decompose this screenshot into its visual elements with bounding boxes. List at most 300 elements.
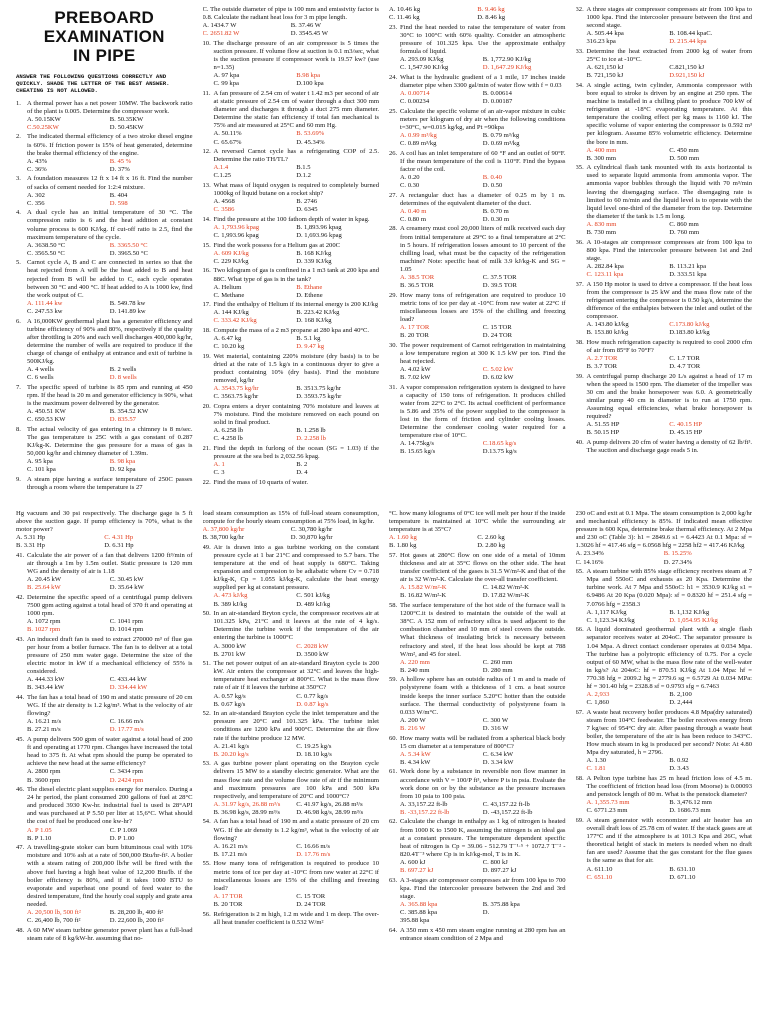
correct-answer-option[interactable]: B. 0.40: [482, 173, 502, 181]
answer-option[interactable]: D. 671.10: [669, 873, 696, 881]
correct-answer-option[interactable]: D. 215.44 kpa: [669, 38, 707, 46]
answer-option[interactable]: A. 600 kJ: [400, 858, 426, 866]
answer-option[interactable]: B. 108.44 kpaC.: [669, 30, 713, 38]
answer-option[interactable]: B. 389 kJ/kg: [213, 600, 248, 608]
answer-option[interactable]: C.821,150 kJ: [669, 64, 705, 72]
answer-option[interactable]: A. 200 W: [400, 716, 426, 724]
answer-option[interactable]: D. 316 W: [482, 724, 509, 732]
correct-answer-option[interactable]: A. 38.5 TOR: [400, 274, 435, 281]
correct-answer-option[interactable]: C. 123.11 kpa: [586, 271, 624, 278]
correct-answer-option[interactable]: B. Ethane: [296, 283, 323, 291]
answer-option[interactable]: A. 143.80 kJ/kg: [586, 321, 629, 329]
correct-answer-option[interactable]: A. 31.97 kg/s, 26.88 m³/s: [213, 800, 281, 808]
question-body: [400, 24, 566, 73]
correct-answer-option[interactable]: D. 8 wells: [109, 374, 137, 382]
answer-option[interactable]: C. 4.258 lb: [213, 435, 243, 443]
answer-option[interactable]: D. 1014 rpm: [109, 626, 144, 634]
answer-option[interactable]: B. 2: [296, 461, 308, 469]
answer-option[interactable]: D. 339 KJ/kg: [296, 257, 332, 265]
answer-option[interactable]: C. 3563.75 kg/hr: [213, 393, 259, 401]
answer-option[interactable]: B. 375.88 kpa: [482, 900, 520, 908]
answer-option[interactable]: D. 3965.50 °C: [109, 249, 148, 257]
correct-answer-option[interactable]: B. -33,157.22 ft-lb: [400, 808, 450, 816]
correct-answer-option[interactable]: A. 3543.75 kg/hr: [213, 385, 259, 393]
answer-option[interactable]: C. 229 KJ/kg: [213, 257, 249, 265]
answer-option[interactable]: A. 6.47 kg: [213, 335, 242, 343]
correct-answer-option[interactable]: C. 2651.82 W: [202, 30, 240, 38]
answer-option[interactable]: C. 650.53 KW: [27, 416, 66, 424]
question-text: How many tons of refrigeration is required to produce 10 metric tons of ice per day at -10°C from raw water at 22°C if miscellaneous losses are 15% of the chilling and freezing load?: [213, 860, 379, 892]
answer-option[interactable]: B. 50.15 HP: [586, 429, 620, 437]
correct-answer-option[interactable]: D. 598: [109, 199, 128, 207]
answer-option[interactable]: B. 4.34 kW: [400, 758, 431, 766]
answer-option[interactable]: D. 37%: [109, 165, 130, 173]
answer-option[interactable]: B. 721,150 kJ: [586, 72, 624, 80]
answer-option[interactable]: D. 760 mm: [669, 229, 700, 237]
answer-option[interactable]: B. 153.80 kJ/kg: [586, 329, 629, 337]
answer-option[interactable]: B. 168 KJ/kg: [296, 249, 332, 257]
answer-option[interactable]: B. 0.79 m³/kg: [482, 131, 520, 139]
answer-option[interactable]: D. 45.34%: [296, 138, 325, 146]
answer-option[interactable]: D. 3.34 kW: [482, 758, 514, 766]
answer-option[interactable]: D. 6345: [296, 206, 318, 214]
answer-option[interactable]: D.183.80 kJ/kg: [669, 329, 710, 337]
answer-option[interactable]: A. 302: [27, 191, 45, 199]
correct-answer-option[interactable]: A. 2.7 TOR: [586, 354, 618, 362]
answer-option[interactable]: B. 28,200 lb, 400 ft²: [109, 909, 164, 916]
answer-option[interactable]: B. 343.44 kW: [27, 684, 64, 692]
answer-option[interactable]: B. 27.21 m/s: [27, 726, 61, 734]
answer-option[interactable]: D.13.75 kg/s: [482, 448, 517, 456]
answer-option[interactable]: D. P 1.00: [109, 834, 135, 842]
answer-option[interactable]: B. 3600 rpm: [27, 776, 61, 784]
correct-answer-option[interactable]: D. 334.44 kW: [109, 684, 148, 692]
correct-answer-option[interactable]: A. 17 TOR: [213, 892, 243, 900]
answer-option[interactable]: A. Helium: [213, 283, 242, 291]
answer-option[interactable]: A. 95 kpa: [27, 458, 53, 466]
correct-answer-option[interactable]: A. 17 TOR: [400, 324, 430, 332]
answer-options: [389, 534, 566, 550]
answer-option[interactable]: A. 1,117 KJ/kg: [586, 608, 627, 616]
correct-answer-option[interactable]: B. 53.69%: [296, 130, 325, 138]
answer-option[interactable]: C. 501 kJ/kg: [296, 592, 330, 600]
answer-option[interactable]: C. 36%: [27, 165, 47, 173]
answer-option[interactable]: C. 3434 rpm: [109, 768, 143, 776]
answer-options: [587, 757, 753, 773]
correct-answer-option[interactable]: A. 1: [213, 461, 225, 469]
answer-option[interactable]: C. 260 mm: [482, 658, 513, 666]
correct-answer-option[interactable]: D. 1,647.29 KJ/kg: [482, 64, 532, 72]
answer-option[interactable]: A. 6.258 lb: [213, 427, 244, 435]
answer-option[interactable]: C. 0.30: [400, 181, 420, 189]
answer-option[interactable]: B. 15.65 kg/s: [400, 448, 436, 456]
answer-option[interactable]: D. 24 TOR: [296, 900, 326, 908]
correct-answer-option[interactable]: D. 17.76 m/s: [296, 850, 331, 858]
answer-option[interactable]: C. 10.20 kg: [213, 343, 245, 351]
correct-answer-option[interactable]: A. 0.00714: [400, 89, 430, 97]
answer-option[interactable]: D. 500 mm: [669, 154, 700, 162]
answer-option[interactable]: A. 293.09 KJ/kg: [400, 56, 444, 64]
answer-option[interactable]: C. 14.82 W/m²-K: [482, 584, 529, 592]
answer-option[interactable]: A. 21.41 kg/s: [213, 742, 250, 750]
answer-option[interactable]: C. 15 TOR: [296, 892, 326, 900]
answer-option[interactable]: C. 99 kpa: [213, 80, 239, 88]
answer-option[interactable]: C. 860 mm: [669, 220, 699, 228]
answer-option[interactable]: C. 247.53 kw: [27, 307, 63, 315]
correct-answer-option[interactable]: B. 98 kpa: [109, 458, 136, 466]
answer-option[interactable]: B. 3.31 Hp: [16, 542, 45, 550]
question: [203, 40, 380, 89]
answer-options: [400, 584, 566, 600]
answer-option[interactable]: C. 1.7 TOR: [669, 354, 700, 362]
answer-option[interactable]: D. 897.27 kJ: [482, 867, 517, 875]
answer-option[interactable]: A. 23.34%: [575, 550, 604, 558]
answer-option[interactable]: B. P 1.10: [27, 834, 52, 842]
correct-answer-option[interactable]: D. 835.57: [109, 416, 136, 424]
answer-option[interactable]: C. 14.16%: [575, 558, 604, 566]
answer-option[interactable]: C. 450 mm: [669, 146, 699, 154]
answer-option[interactable]: D. 30,870 kg/hr: [290, 534, 333, 542]
answer-option[interactable]: A. 1434.7 W: [202, 22, 237, 30]
answer-option[interactable]: D. 18.10 kg/s: [296, 750, 332, 758]
answer-option[interactable]: C. 11.46 kg: [389, 14, 420, 22]
answer-option[interactable]: C. 26,400 lb, 700 ft²: [27, 917, 81, 925]
answer-option[interactable]: D.1.2: [296, 172, 311, 180]
answer-option[interactable]: B. 1,772.90 KJ/kg: [482, 56, 531, 64]
answer-option[interactable]: D. 1686.73 mm: [669, 807, 711, 815]
answer-option[interactable]: D. 39.5 TOR: [482, 282, 517, 290]
answer-option[interactable]: B. 2701 kW: [213, 650, 246, 658]
answer-option[interactable]: A. 2800 rpm: [27, 768, 61, 776]
question-text: A rectangular duct has a diameter of 0.25 m by 1 m. determines of the equivalent diameter of the duct.: [400, 191, 566, 207]
correct-answer-option[interactable]: C.173.80 kJ/kg: [669, 321, 710, 329]
answer-option[interactable]: A. 5.31 Hp: [16, 534, 46, 542]
answer-option[interactable]: C. 1,993.96 kpag: [213, 232, 259, 240]
correct-answer-option[interactable]: C. 333.42 KJ/kg: [213, 317, 257, 325]
answer-option[interactable]: C. 30,780 kg/hr: [290, 526, 333, 534]
correct-answer-option[interactable]: A. 2,933: [586, 691, 610, 699]
question: [16, 844, 193, 925]
answer-option[interactable]: C. 37.5 TOR: [482, 274, 517, 281]
answer-option[interactable]: D. 3545.45 W: [290, 30, 328, 38]
answer-option[interactable]: C. 300 W: [482, 716, 509, 724]
answer-option[interactable]: A. 1072 rpm: [27, 618, 61, 626]
answer-option[interactable]: B. 300 mm: [586, 154, 616, 162]
correct-answer-option[interactable]: C. 2028 kW: [296, 642, 329, 650]
correct-answer-option[interactable]: B. 25.64 kW: [27, 584, 61, 592]
answer-option[interactable]: D. 45.15 HP: [669, 429, 703, 437]
answer-option[interactable]: C. 0.89 m³/kg: [400, 140, 437, 147]
answer-option[interactable]: C. 1,860: [586, 699, 610, 707]
answer-option[interactable]: C. 2.60 kg: [477, 534, 505, 542]
answer-option[interactable]: B. 223.42 KJ/kg: [296, 309, 340, 317]
answer-option[interactable]: A. 3638.50 °C: [27, 241, 66, 249]
answer-option[interactable]: B. 3.7 TOR: [586, 363, 618, 371]
answer-option[interactable]: A. 1.30: [586, 757, 607, 765]
answer-option[interactable]: C. 6771.23 mm: [586, 807, 628, 815]
answer-option[interactable]: D. 4.7 TOR: [669, 363, 701, 371]
question-body: [214, 911, 380, 927]
answer-option[interactable]: A. 50.15KW: [27, 115, 61, 123]
answer-options: [400, 90, 566, 106]
correct-answer-option[interactable]: C.50.25KW: [27, 123, 59, 131]
answer-option[interactable]: D. 3.43: [669, 765, 689, 773]
answer-option[interactable]: A. 3000 kW: [213, 642, 246, 650]
answer-option[interactable]: A. 10.46 kg: [389, 6, 421, 13]
answer-option[interactable]: C. 1041 rpm: [109, 618, 143, 626]
answer-option[interactable]: C. 15 TOR: [482, 324, 512, 332]
correct-answer-option[interactable]: A. 830 mm: [586, 220, 617, 228]
answer-option[interactable]: A. 4568: [213, 198, 235, 206]
answer-option[interactable]: D. 46.98 kg/s, 28.99 m³/s: [296, 808, 364, 816]
answer-option[interactable]: B. 0.00614: [482, 89, 512, 97]
correct-answer-option[interactable]: B.98 kpa: [296, 72, 321, 80]
correct-answer-option[interactable]: A. 220 mm: [400, 658, 430, 666]
answer-option[interactable]: D. 27.34%: [663, 558, 693, 566]
correct-answer-option[interactable]: B. 1027 rpm: [27, 626, 61, 634]
correct-answer-option[interactable]: B. 3365.50 °C: [109, 241, 148, 249]
question-number: 53.: [202, 760, 211, 768]
answer-option[interactable]: B. 631.10: [669, 865, 696, 873]
correct-answer-option[interactable]: A. 609 KJ/kg: [213, 249, 249, 257]
correct-answer-option[interactable]: A. 1,793.96 kpag: [213, 223, 260, 231]
correct-answer-option[interactable]: A. 0.99 m³/kg: [400, 131, 437, 139]
correct-answer-option[interactable]: D. 2424 rpm: [109, 776, 144, 784]
correct-answer-option[interactable]: B. 9.46 kg: [477, 6, 505, 13]
answer-option[interactable]: D. 489 kJ/kg: [296, 600, 331, 608]
answer-option[interactable]: A. 50.11%: [213, 130, 242, 138]
answer-option[interactable]: A. 282.84 kpa: [586, 262, 624, 270]
answer-option[interactable]: A. 611.10: [586, 865, 613, 873]
answer-option[interactable]: A. 20.45 kW: [27, 576, 62, 584]
answer-option[interactable]: B. 2,100: [669, 691, 692, 699]
answer-option[interactable]: C. 19.25 kg/s: [296, 742, 332, 750]
correct-answer-option[interactable]: A. 15.82 W/m²-K: [400, 584, 447, 592]
answer-option[interactable]: B. 5.1 kg: [296, 335, 321, 343]
answer-option[interactable]: C. 43,157.22 ft-lb: [482, 800, 530, 808]
correct-answer-option[interactable]: D. 1,054.95 KJ/kg: [669, 616, 718, 624]
answer-option[interactable]: D. 0.00187: [482, 98, 513, 106]
answer-option[interactable]: A. 4 wells: [27, 366, 54, 374]
answer-option[interactable]: C. 101 kpa: [27, 466, 56, 474]
answer-option[interactable]: 395.88 kpa: [400, 917, 430, 925]
answer-option[interactable]: B. 20 TOR: [213, 900, 243, 908]
answer-option[interactable]: C. 0.77 kg/s: [296, 692, 329, 700]
answer-option[interactable]: B. 1.80 kg: [389, 542, 417, 550]
correct-answer-option[interactable]: D.921,150 kJ: [669, 72, 705, 80]
answer-option[interactable]: D. 0.69 m³/kg: [482, 140, 520, 147]
answer-option[interactable]: A. 4.02 kW: [400, 366, 431, 374]
answer-option[interactable]: C. 16.66 m/s: [109, 718, 144, 726]
answer-option[interactable]: B. 20 TOR: [400, 332, 429, 340]
answer-option[interactable]: C. 30.45 kW: [109, 576, 144, 584]
answer-option[interactable]: D. 141.89 kw: [109, 307, 146, 315]
answer-option[interactable]: C. 3: [213, 469, 225, 477]
answer-option[interactable]: A. 0.57 kg/s: [213, 692, 246, 700]
correct-answer-option[interactable]: A. 1.60 kg: [389, 534, 417, 542]
answer-option[interactable]: A. 144 KJ/kg: [213, 309, 249, 317]
answer-option[interactable]: A. 16.21 m/s: [213, 842, 248, 850]
answer-option[interactable]: D. 333.51 kpa: [669, 271, 707, 278]
correct-answer-option[interactable]: A. 111.44 kw: [27, 299, 63, 307]
question-body: [214, 327, 380, 351]
answer-option[interactable]: C. 385.88 kpa: [400, 909, 437, 916]
answer-option[interactable]: A. 33,157.22 ft-lb: [400, 800, 448, 808]
answer-option[interactable]: C. 800 kJ: [482, 858, 508, 866]
answer-option[interactable]: B. 240 mm: [400, 666, 430, 674]
answer-option[interactable]: A. 505.44 kpa: [586, 30, 624, 38]
answer-option[interactable]: B. 1.258 lb: [296, 427, 326, 435]
correct-answer-option[interactable]: B. 45 %: [109, 157, 132, 165]
question-body: [27, 384, 193, 424]
answer-option[interactable]: D. 0.50: [482, 181, 503, 189]
answer-option[interactable]: A. 0.20: [400, 173, 420, 181]
correct-answer-option[interactable]: C. 5.02 kW: [482, 366, 514, 374]
answer-option[interactable]: C.1.25: [213, 172, 232, 180]
answer-option[interactable]: B. 404: [109, 191, 128, 199]
answer-option[interactable]: C. 6 wells: [27, 374, 54, 382]
correct-answer-option[interactable]: D. 9.47 kg: [296, 343, 325, 351]
answer-option[interactable]: D.: [482, 909, 490, 916]
answer-option[interactable]: C. 1,123.34 KJ/kg: [586, 616, 635, 624]
answer-option[interactable]: B. 2746: [296, 198, 318, 206]
answer-option[interactable]: A. 14.75kg/s: [400, 440, 434, 448]
answer-option[interactable]: B. 36.98 kg/s, 28.99 m³/s: [213, 808, 280, 816]
answer-option[interactable]: D. 0.30 m: [482, 215, 510, 223]
answer-option[interactable]: B. 38,700 kg/hr: [202, 534, 244, 542]
answer-option[interactable]: C. 433.44 kW: [109, 676, 147, 684]
answer-option[interactable]: D. 17.82 W/m²-K: [482, 592, 530, 600]
answer-option[interactable]: B. 0.92: [669, 757, 689, 765]
answer-option[interactable]: D. 35.64 kW: [109, 584, 144, 592]
answer-option[interactable]: B. 2 wells: [109, 366, 137, 374]
answer-option[interactable]: C. 0.00234: [400, 98, 430, 106]
answer-option[interactable]: D. 92 kpa: [109, 466, 136, 474]
answer-options: [587, 263, 753, 279]
answer-option[interactable]: B. 3,476.12 mm: [669, 799, 712, 807]
question-continuation: [389, 510, 566, 550]
answer-option[interactable]: A. 444.33 kW: [27, 676, 65, 684]
question: [16, 636, 193, 693]
answer-option[interactable]: D. 3500 kW: [296, 650, 329, 658]
correct-answer-option[interactable]: A.1.4: [213, 164, 229, 172]
correct-answer-option[interactable]: A. 20,500 lb, 500 ft²: [27, 909, 81, 916]
answer-option[interactable]: B. 0.70 m: [482, 207, 509, 215]
correct-answer-option[interactable]: B. 20.20 kg/s: [213, 750, 249, 758]
answer-option[interactable]: B. 36.5 TOR: [400, 282, 434, 290]
answer-option[interactable]: C. Methane: [213, 291, 245, 299]
question-text: A gas turbine power plant operating on the Brayton cycle delivers 15 MW to a standby electric generator. What are the mass flow rate and the volume flow rate of air if the minimum and maximum pressures are 100 kPa and 500 kPa respectively, and temperature of 20°C and 1000°C?: [213, 760, 379, 800]
question-body: [214, 242, 380, 266]
answer-option[interactable]: D. 3593.75 kg/hr: [296, 393, 342, 401]
answer-option[interactable]: A. 43%: [27, 157, 48, 165]
answer-option[interactable]: D. 24 TOR: [482, 332, 512, 340]
answer-option[interactable]: D. 280 mm: [482, 666, 513, 674]
correct-answer-option[interactable]: B. 216 W: [400, 724, 426, 732]
correct-answer-option[interactable]: A. 37,800 kg/hr: [202, 526, 245, 534]
correct-answer-option[interactable]: A. 400 mm: [586, 146, 617, 154]
answer-option[interactable]: D. 8.46 kg: [477, 14, 506, 22]
correct-answer-option[interactable]: C. 651.10: [586, 873, 613, 881]
answer-option[interactable]: D. 4: [296, 469, 308, 477]
correct-answer-option[interactable]: C.18.65 kg/s: [482, 440, 517, 448]
answer-option[interactable]: B. 1,893.96 kpag: [296, 223, 342, 231]
answer-option[interactable]: B. 354.52 KW: [109, 408, 149, 416]
question-body: [587, 775, 753, 815]
correct-answer-option[interactable]: D. 17.77 m/s: [109, 726, 144, 734]
correct-answer-option[interactable]: C. 1.81: [586, 765, 606, 773]
answer-option[interactable]: D. 50.45KW: [109, 123, 144, 131]
answer-option[interactable]: B. 17.21 m/s: [213, 850, 248, 858]
answer-option[interactable]: B.1.5: [296, 164, 311, 172]
correct-answer-option[interactable]: A. 5.34 kW: [400, 750, 431, 758]
answer-option[interactable]: 316.23 kpa: [586, 38, 616, 46]
answer-option[interactable]: A. 621,150 kJ: [586, 64, 624, 72]
answer-option[interactable]: C. 6.34 kW: [482, 750, 514, 758]
correct-answer-option[interactable]: C. 3586: [213, 206, 235, 214]
answer-option[interactable]: C. 41.97 kg/s, 26.88 m³/s: [296, 800, 363, 808]
answer-option[interactable]: B. 37.46 W: [290, 22, 322, 30]
answer-option[interactable]: B. 549.78 kw: [109, 299, 146, 307]
answer-option[interactable]: D. 168 KJ/kg: [296, 317, 332, 325]
answer-option[interactable]: D. 6.02 kW: [482, 374, 514, 382]
correct-answer-option[interactable]: B. 15.25%: [663, 550, 692, 558]
answer-option[interactable]: B. 113.21 kpa: [669, 262, 707, 270]
answer-option[interactable]: C. P 1.069: [109, 826, 138, 834]
correct-answer-option[interactable]: A. P 1.05: [27, 826, 52, 834]
answer-option[interactable]: D. Ethene: [296, 291, 323, 299]
answer-option[interactable]: D. 6.31 Hp: [104, 542, 134, 550]
answer-option[interactable]: B. 730 mm: [586, 229, 616, 237]
correct-answer-option[interactable]: C. 40.15 HP: [669, 421, 702, 429]
correct-answer-option[interactable]: A. 473 kJ/kg: [213, 592, 248, 600]
answer-option[interactable]: A. 16.21 m/s: [27, 718, 62, 726]
correct-answer-option[interactable]: A. 0.40 m: [400, 207, 427, 215]
answer-option[interactable]: C. 1,547.90 KJ/kg: [400, 64, 449, 72]
correct-answer-option[interactable]: A. 365.88 kpa: [400, 900, 438, 908]
correct-answer-option[interactable]: C. 4.31 Hp: [104, 534, 134, 542]
question-number: 31.: [389, 383, 398, 391]
correct-answer-option[interactable]: A. 1,355.73 mm: [586, 799, 630, 807]
answer-option[interactable]: B. 3513.75 kg/hr: [296, 385, 341, 393]
answer-option[interactable]: B. 7.02 kW: [400, 374, 431, 382]
question: [389, 108, 566, 148]
answer-option[interactable]: A. 97 kpa: [213, 72, 240, 80]
answer-option[interactable]: B. 50.35KW: [109, 115, 144, 123]
answer-option[interactable]: A. 51.55 HP: [586, 421, 620, 429]
answer-option[interactable]: D. 2.80 kg: [477, 542, 506, 550]
answer-option[interactable]: B. 16.82 W/m²-K: [400, 592, 447, 600]
answer-option[interactable]: A. 450.51 KW: [27, 408, 66, 416]
answer-option[interactable]: D. 1,693.96 kpag: [296, 232, 342, 240]
answer-option[interactable]: B. 0.67 kg/s: [213, 700, 246, 708]
answer-options: [214, 592, 380, 608]
answer-option[interactable]: D.100 kpa: [296, 80, 324, 88]
answer-option[interactable]: C. 65.67%: [213, 138, 242, 146]
answer-option[interactable]: C. 3565.50 °C: [27, 249, 65, 257]
answer-option[interactable]: C. 0.80 m: [400, 215, 427, 223]
answer-option[interactable]: D. -43,157.22 ft-lb: [482, 808, 533, 816]
answer-option[interactable]: D. 22,600 lb, 200 ft²: [109, 917, 164, 925]
correct-answer-option[interactable]: B. 697.27 kJ: [400, 867, 434, 875]
answer-option[interactable]: B. 1,132 KJ/kg: [669, 608, 710, 616]
answer-option[interactable]: C. 356: [27, 199, 45, 207]
exam-title: [16, 8, 193, 65]
answer-option[interactable]: C. 16.66 m/s: [296, 842, 330, 850]
answer-option[interactable]: D. 2,444: [669, 699, 693, 707]
correct-answer-option[interactable]: D. 2.258 lb: [296, 435, 326, 443]
correct-answer-option[interactable]: D. 0.87 kg/s: [296, 700, 329, 708]
